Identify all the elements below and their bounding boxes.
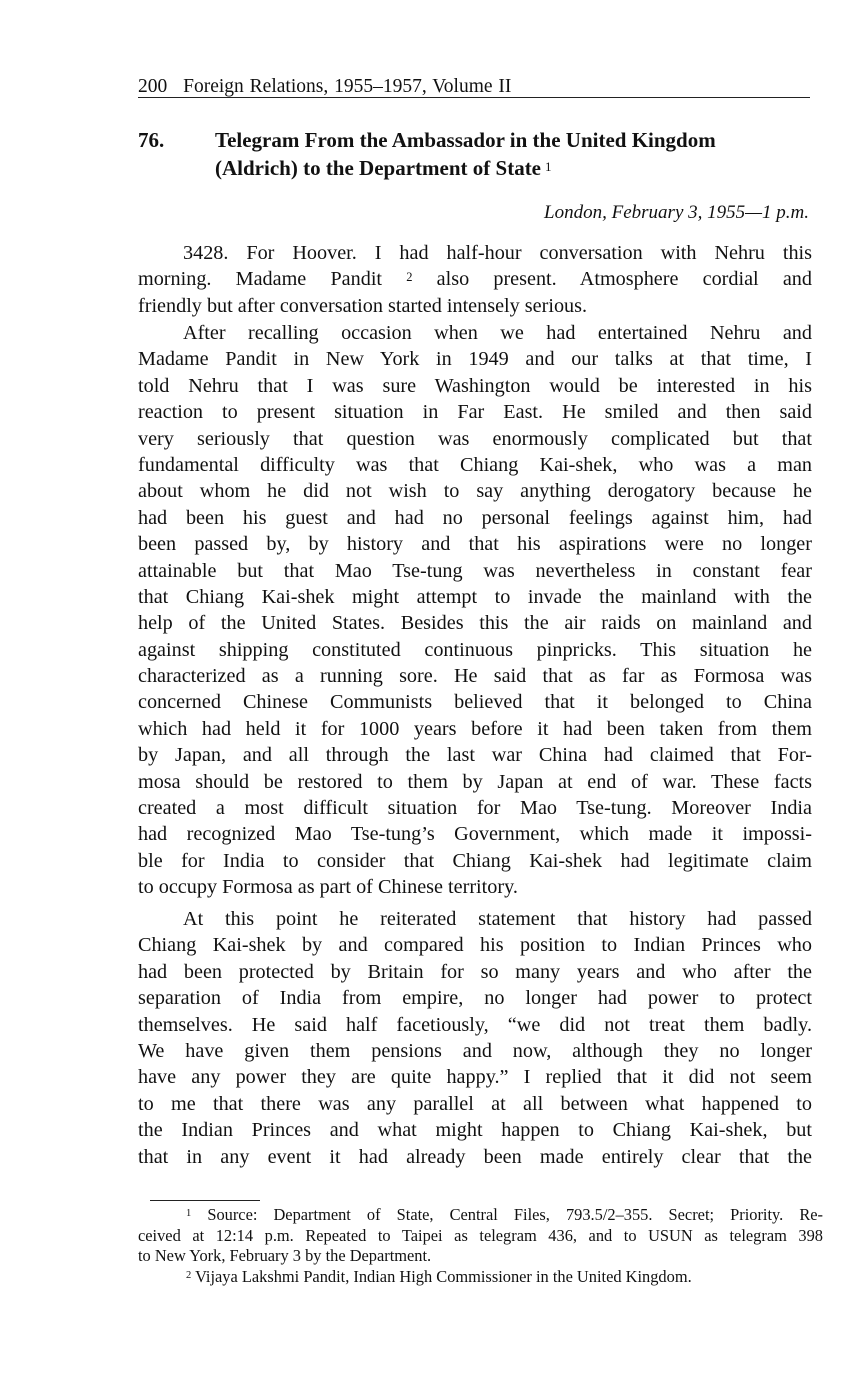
dateline: London, February 3, 1955—1 p.m.: [544, 202, 809, 223]
footnote-rule: [150, 1200, 260, 1201]
footnote-marker: 1: [186, 1208, 192, 1219]
text-line: to me that there was any parallel at all between what happened to: [138, 1092, 812, 1115]
text-line: At this point he reiterated statement that history had passed: [183, 908, 812, 930]
text-line: concerned Chinese Communists believed that it belonged to China: [138, 691, 812, 714]
text-line: fundamental difficulty was that Chiang Kai-shek, who was a man: [138, 453, 812, 476]
text-line: We have given them pensions and now, although they no longer: [138, 1039, 812, 1062]
footnote-reference-2: 2: [406, 270, 413, 285]
text-line: themselves. He said half facetiously, “we did not treat them badly.: [138, 1013, 812, 1036]
text-line: that Chiang Kai-shek might attempt to invade the mainland with the: [138, 585, 812, 608]
footnote-1: [138, 1205, 823, 1267]
footnote-marker: 2: [186, 1269, 192, 1281]
footnote-reference-1: 1: [545, 159, 552, 174]
document-title-line-2-text: (Aldrich) to the Department of State: [215, 156, 542, 180]
header-rule: [138, 97, 810, 98]
footnote-2: [138, 1267, 823, 1288]
text-line: After recalling occasion when we had entertained Nehru and: [183, 322, 812, 344]
text-line: reaction to present situation in Far East. He smiled and then said: [138, 401, 812, 424]
text-line: separation of India from empire, no longer had power to protect: [138, 987, 812, 1010]
text-line: the Indian Princes and what might happen to Chiang Kai-shek, but: [138, 1119, 812, 1142]
text-line: had been his guest and had no personal feelings against him, had: [138, 506, 812, 529]
footnote-line: ceived at 12:14 p.m. Repeated to Taipei as telegram 436, and to USUN as telegram 398: [138, 1225, 823, 1245]
document-title-line-1: Telegram From the Ambassador in the United Kingdom: [215, 128, 716, 152]
document-title-line-2: [215, 154, 815, 182]
text-line: to occupy Formosa as part of Chinese territory.: [138, 876, 518, 899]
text-line: that in any event it had already been made entirely clear that the: [138, 1145, 812, 1168]
text-line: Madame Pandit in New York in 1949 and our talks at that time, I: [138, 348, 812, 371]
text-line: 3428. For Hoover. I had half-hour conversation with Nehru this: [183, 242, 812, 264]
text-line: about whom he did not wish to say anything derogatory because he: [138, 480, 812, 503]
text-line: mosa should be restored to them by Japan at end of war. These facts: [138, 770, 812, 793]
paragraph-1: [138, 240, 812, 319]
page-number: 200: [138, 76, 168, 97]
text-line: by Japan, and all through the last war China had claimed that For-: [138, 744, 812, 767]
text-line: created a most difficult situation for Mao Tse-tung. Moreover India: [138, 797, 812, 820]
text-line: attainable but that Mao Tse-tung was nevertheless in constant fear: [138, 559, 812, 582]
text-line: had recognized Mao Tse-tung’s Government, which made it impossi-: [138, 823, 812, 846]
document-number: 76.: [138, 128, 165, 152]
text-line: Chiang Kai-shek by and compared his position to Indian Princes who: [138, 934, 812, 957]
text-line: very seriously that question was enormously complicated but that: [138, 427, 812, 450]
text-line: had been protected by Britain for so many years and who after the: [138, 960, 812, 983]
text-line: against shipping constituted continuous pinpricks. This situation he: [138, 638, 812, 661]
paragraph-2: [138, 320, 812, 901]
footnote-line: to New York, February 3 by the Department.: [138, 1246, 432, 1266]
footnotes: [138, 1205, 823, 1287]
text-line: help of the United States. Besides this the air raids on mainland and: [138, 612, 812, 635]
text-line: told Nehru that I was sure Washington would be interested in his: [138, 374, 812, 397]
text-line: which had held it for 1000 years before it had been taken from them: [138, 717, 812, 740]
volume-title: Foreign Relations, 1955–1957, Volume II: [183, 76, 512, 97]
text-line: been passed by, by history and that his aspirations were no longer: [138, 533, 812, 556]
footnote-line: $^2$ Vijaya Lakshmi Pandit, Indian High Commissioner in the United Kingdom.: [186, 1266, 692, 1286]
footnote-line: $^1$ Source: Department of State, Central Files, 793.5/2–355. Secret; Priority. Re-: [186, 1205, 823, 1224]
text-line: friendly but after conversation started intensely serious.: [138, 294, 588, 317]
text-line: have any power they are quite happy.” I replied that it did not seem: [138, 1066, 812, 1089]
text-line: ble for India to consider that Chiang Kai-shek had legitimate claim: [138, 849, 812, 872]
text-line: morning. Madame Pandit $^2$ also present. Atmosphere cordial and: [138, 268, 812, 291]
document-title: [215, 126, 815, 182]
paragraph-3: [138, 906, 812, 1170]
text-line: characterized as a running sore. He said that as far as Formosa was: [138, 665, 812, 688]
